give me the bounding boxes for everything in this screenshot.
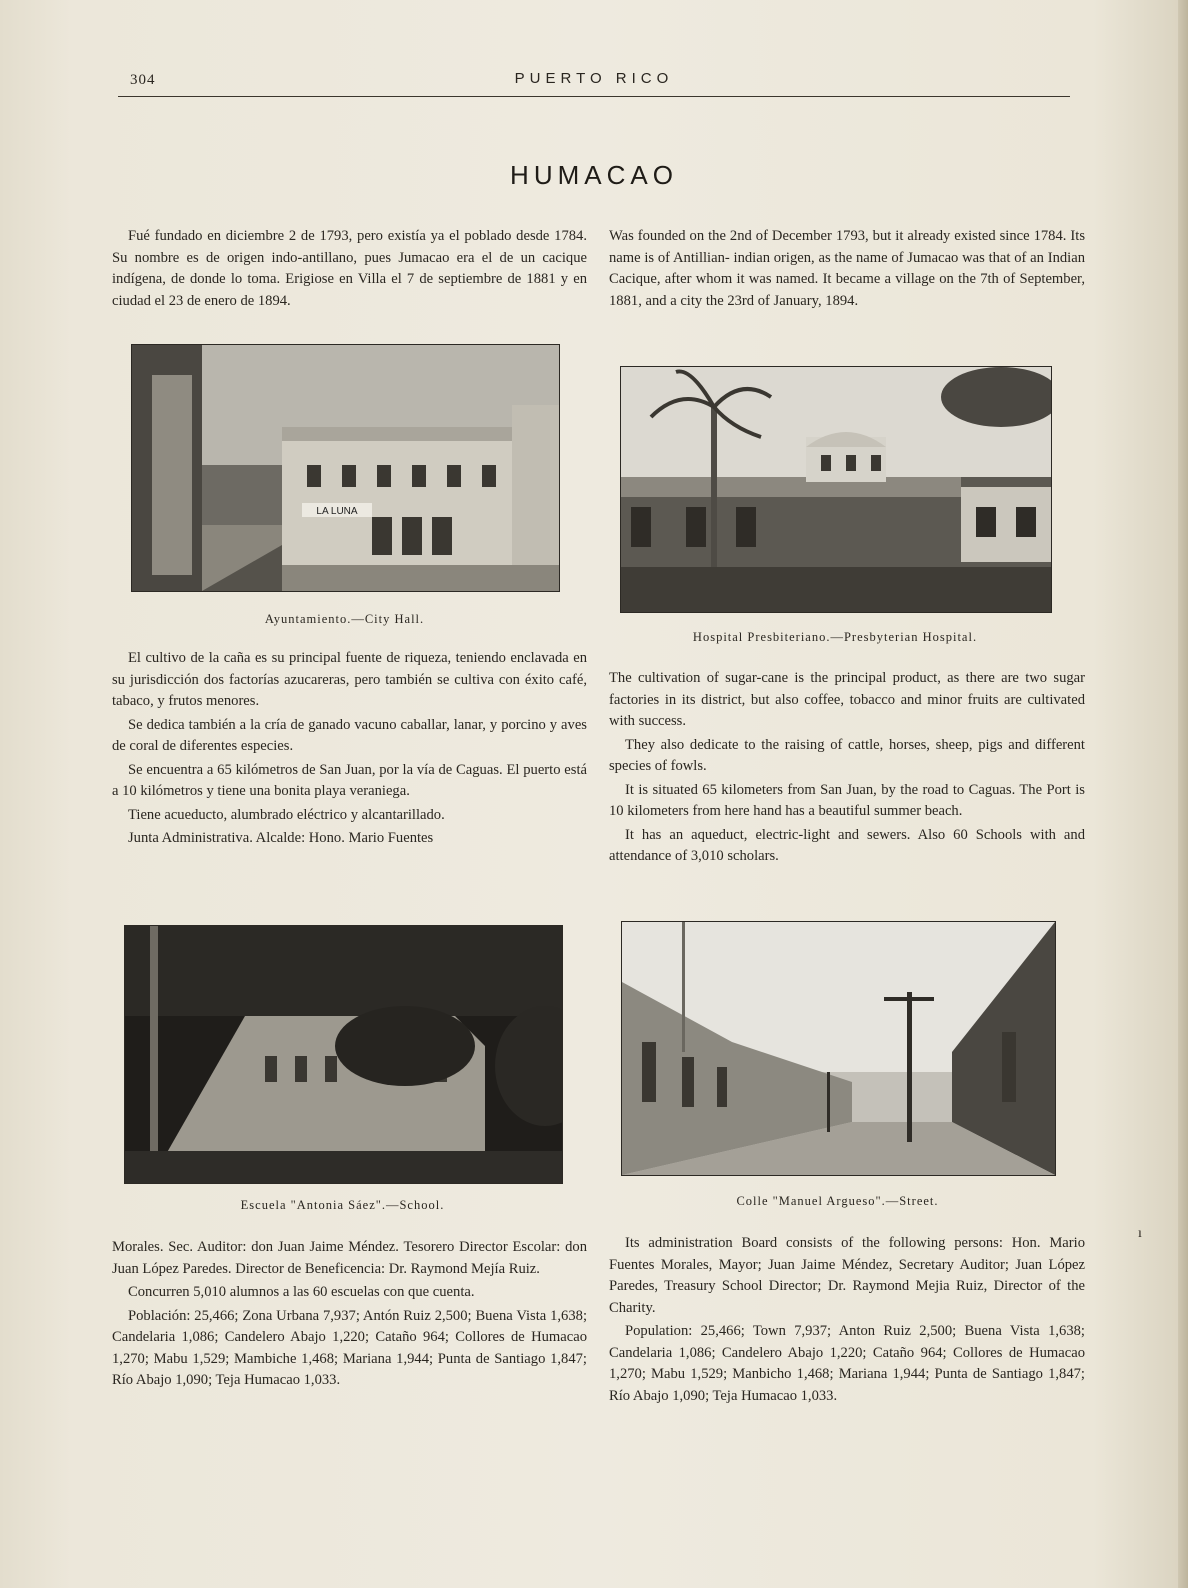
spanish-p1: El cultivo de la caña es su principal fuente de riqueza, teniendo enclavada en su jurisdicción dos factorías azucareras, pero también se cultiva con éxito café, tabaco, y frutos menores. — [112, 650, 587, 709]
article-title: HUMACAO — [510, 160, 678, 190]
running-title: PUERTO RICO — [514, 70, 674, 87]
english-p6: Population: 25,466; Town 7,937; Anton Ruiz 2,500; Buena Vista 1,638; Candelaria 1,086; Candelero Abajo 1,220; Cataño 964; Collores de Humacao 1,270; Mabu 1,529; Manbicho 1,468; Mariana 1,944; Punta de Santiago 1,847; Río Abajo 1,090; Teja Humacao 1,033. — [609, 1323, 1085, 1404]
english-p1: The cultivation of sugar-cane is the principal product, as there are two sugar factories in its district, but also coffee, tobacco and minor fruits are cultivated with success. — [609, 670, 1085, 729]
hospital-caption: Hospital Presbiteriano.—Presbyterian Hospital. — [692, 630, 978, 644]
spanish-p5: Junta Administrativa. Alcalde: Hono. Mario Fuentes — [128, 830, 434, 846]
school-caption: Escuela "Antonia Sáez".—School. — [240, 1198, 445, 1212]
margin-mark: ı — [1138, 1226, 1142, 1241]
hospital-photo — [620, 366, 1052, 613]
english-intro — [609, 226, 1085, 314]
spanish-p7: Concurren 5,010 alumnos a las 60 escuelas con que cuenta. — [128, 1284, 475, 1300]
spanish-intro — [112, 226, 587, 314]
city-hall-caption: Ayuntamiento.—City Hall. — [264, 612, 425, 626]
school-photo — [124, 925, 563, 1184]
la-luna-sign: LA LUNA — [316, 506, 358, 517]
page-edge — [1178, 0, 1188, 1588]
spanish-body-2 — [112, 1237, 587, 1394]
page-number: 304 — [130, 72, 156, 88]
street-caption: Colle "Manuel Argueso".—Street. — [736, 1194, 939, 1208]
english-body-1 — [609, 668, 1085, 870]
spanish-p6: Morales. Sec. Auditor: don Juan Jaime Méndez. Tesorero Director Escolar: don Juan López Paredes. Director de Beneficencia: Dr. Raymond Mejía Ruiz. — [112, 1239, 587, 1277]
english-p5: Its administration Board consists of the following persons: Hon. Mario Fuentes Morales, Mayor; Juan Jaime Méndez, Secretary Auditor; Juan López Paredes, Treasury School Director; Dr. Raymond Mejia Ruiz, Director of the Charity. — [609, 1235, 1085, 1316]
english-p3: It is situated 65 kilometers from San Juan, by the road to Caguas. The Port is 10 kilometers from here hand has a beautiful summer beach. — [609, 781, 1085, 819]
city-hall-photo — [131, 344, 560, 592]
spanish-p4: Tiene acueducto, alumbrado eléctrico y alcantarillado. — [128, 806, 445, 823]
street-photo — [621, 921, 1056, 1176]
spanish-intro-text: Fué fundado en diciembre 2 de 1793, pero existía ya el poblado desde 1784. Su nombre es de origen indo-antillano, pues Jumacao era el de un cacique indígena, de donde lo toma. Erigiose en Villa el 7 de septiembre de 1881 y en ciudad el 23 de enero de 1894. — [112, 228, 587, 309]
spanish-p2: Se dedica también a la cría de ganado vacuno caballar, lanar, y porcino y aves de coral de diferentes especies. — [112, 716, 587, 754]
english-intro-text: Was founded on the 2nd of December 1793, but it already existed since 1784. Its name is of Antillian- indian origen, as the name of Jumacao was that of an Indian Cacique, after whom it was named. It became a village on the 7th of September, 1881, and a city the 23rd of January, 1894. — [609, 228, 1085, 309]
spanish-p8: Población: 25,466; Zona Urbana 7,937; Antón Ruiz 2,500; Buena Vista 1,638; Candelaria 1,086; Candelero Abajo 1,220; Cataño 964; Collores de Humacao 1,270; Mabu 1,529; Mambiche 1,468; Mariana 1,944; Punta de Santiago 1,847; Río Abajo 1,090; Teja Humacao 1,033. — [112, 1307, 587, 1388]
page-header — [118, 70, 1070, 97]
english-body-2 — [609, 1233, 1085, 1409]
spanish-body-1 — [112, 648, 587, 852]
english-p2: They also dedicate to the raising of cattle, horses, sheep, pigs and different species of fowls. — [609, 736, 1085, 774]
spanish-p3: Se encuentra a 65 kilómetros de San Juan, por la vía de Caguas. El puerto está a 10 kilómetros y tiene una bonita playa veraniega. — [112, 761, 587, 799]
english-p4: It has an aqueduct, electric-light and sewers. Also 60 Schools with and attendance of 3,010 scholars. — [609, 826, 1085, 864]
